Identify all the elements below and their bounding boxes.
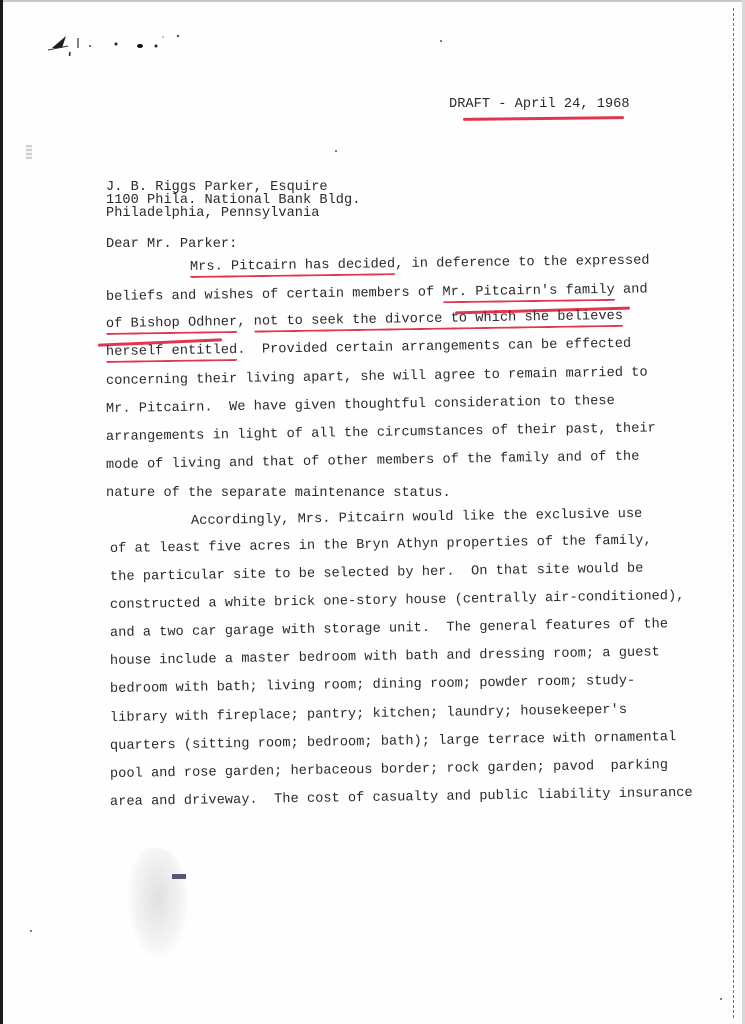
paragraph-2-line: and a two car garage with storage unit. The general features of the: [109, 617, 669, 641]
text-span: , in deference to the expressed: [395, 253, 650, 273]
paragraph-2-line: pool and rose garden; herbaceous border; rock garden; pavod parking: [109, 758, 669, 782]
paragraph-1-line: mode of living and that of other members of the family and of the: [105, 449, 640, 473]
paragraph-2-line: the particular site to be selected by her. On that site would be: [109, 561, 644, 585]
paragraph-2-line: Accordingly, Mrs. Pitcairn would like the exclusive use: [190, 506, 643, 529]
ink-smudge: [172, 874, 186, 879]
paragraph-1-line: arrangements in light of all the circumstances of their past, their: [105, 421, 656, 445]
recipient-city: Philadelphia, Pennsylvania: [106, 206, 320, 221]
underlined-phrase: Mrs. Pitcairn has decided: [190, 257, 395, 278]
recipient-street: 1100 Phila. National Bank Bldg.: [106, 193, 361, 208]
paragraph-1-line: concerning their living apart, she will agree to remain married to: [105, 365, 648, 389]
underlined-phrase: herself entitled: [106, 343, 238, 363]
paragraph-2-line: house include a master bedroom with bath and dressing room; a guest: [109, 645, 660, 669]
underlined-phrase: Mr. Pitcairn's family: [442, 283, 615, 303]
text-span: . Provided certain arrangements can be effected: [237, 336, 632, 358]
speck: [30, 930, 32, 932]
salutation: Dear Mr. Parker:: [106, 237, 238, 252]
paragraph-2-line: quarters (sitting room; bedroom; bath); large terrace with ornamental: [109, 730, 677, 754]
text-span: ,: [237, 314, 254, 330]
underlined-phrase: not to seek the divorce to which she believes: [254, 309, 624, 333]
scan-left-edge: [0, 0, 3, 1024]
text-span: and: [614, 282, 648, 298]
speck: [335, 150, 337, 152]
recipient-name: J. B. Riggs Parker, Esquire: [106, 180, 328, 195]
paragraph-1-line: [190, 254, 650, 276]
paragraph-2-line: library with fireplace; pantry; kitchen; laundry; housekeeper's: [109, 702, 628, 726]
paragraph-1-line: Mr. Pitcairn. We have given thoughtful consideration to these: [105, 394, 615, 417]
paragraph-2-line: of at least five acres in the Bryn Athyn properties of the family,: [109, 533, 652, 557]
underlined-phrase: of Bishop Odhner: [106, 315, 238, 335]
paragraph-2-line: area and driveway. The cost of casualty and public liability insurance: [109, 785, 693, 810]
margin-mark: [26, 145, 32, 159]
paragraph-1-line: [106, 309, 623, 333]
paragraph-2-line: constructed a white brick one-story house (centrally air-conditioned),: [109, 588, 685, 613]
paragraph-1-line: [106, 282, 648, 306]
paragraph-2-line: bedroom with bath; living room; dining room; powder room; study-: [109, 673, 636, 697]
speck: [720, 998, 722, 1000]
red-underline: [463, 116, 624, 121]
scan-top-edge: [0, 0, 745, 2]
handwritten-mark: [38, 26, 188, 56]
perforation-line: [733, 8, 734, 1018]
text-span: beliefs and wishes of certain members of: [105, 285, 443, 305]
paragraph-1-line: nature of the separate maintenance status.: [106, 486, 451, 501]
draft-date: DRAFT - April 24, 1968: [449, 97, 630, 112]
paper-stain: [128, 848, 188, 958]
speck: [440, 40, 442, 42]
